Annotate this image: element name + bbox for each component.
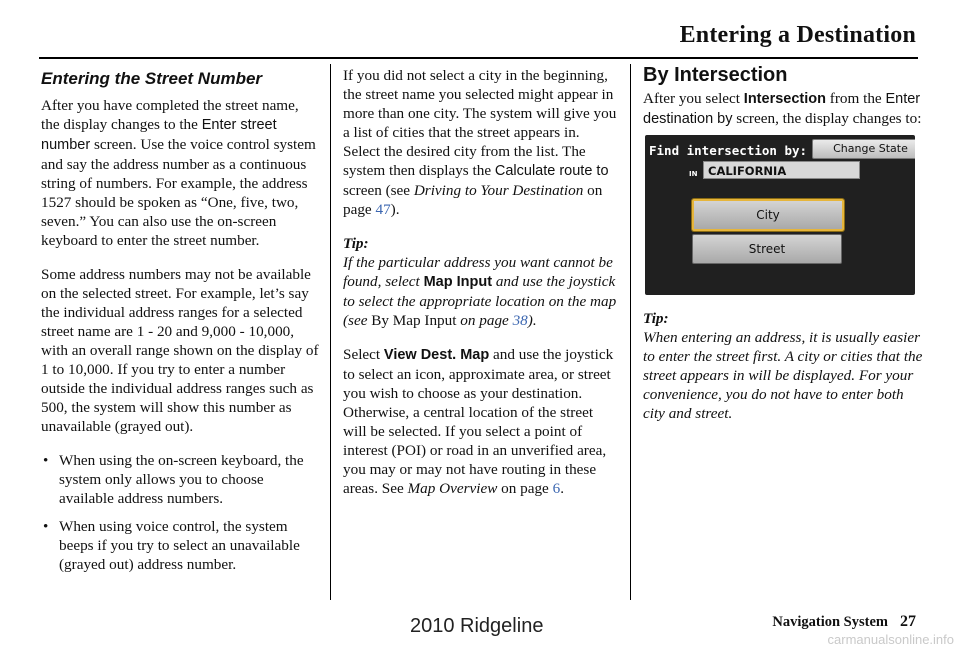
tip-heading: Tip: <box>343 235 369 252</box>
paragraph-view-dest-map <box>343 345 617 498</box>
reference-title: Map Overview <box>407 480 498 497</box>
text: If the particular address you want cannot be found, select <box>343 254 613 290</box>
tip-map-input <box>343 253 617 330</box>
text: ). <box>390 201 400 218</box>
bullet-icon: • <box>43 518 49 535</box>
column-city-selection <box>343 66 617 513</box>
column-divider-right <box>630 64 631 600</box>
in-label: IN <box>689 170 698 178</box>
text: screen. Use the voice control system and say the address number as a continuous string of numbers. For example, the address 1527 should be spoken as “One, five, two, seven.” You can also use the on-screen keyboard to enter the street number. <box>41 136 316 249</box>
page-link-47[interactable]: 47 <box>375 201 391 218</box>
ui-label-enter-street-number: Enter street number <box>41 117 277 153</box>
text: If you did not select a city in the beginning, the street name you selected might appear in more than one city. The system will give you a list of cities that the street appears in. Select the desired city from the list. The system then displays the <box>343 67 617 179</box>
paragraph-address-ranges: Some address numbers may not be available on the selected street. For example, let’s say the individual address ranges for a selected street name are 1 - 20 and 9,000 - 10,000, with an overall range shown on the display of 1 to 10,000. If you try to enter a number outside the individual address ranges such as 500, the system will show this number as unavailable (grayed out). <box>41 266 319 435</box>
text: on page <box>343 182 603 218</box>
reference-title: Driving to Your Destination <box>413 182 584 199</box>
tip-intersection <box>643 328 923 423</box>
paragraph-intersection-intro <box>643 89 923 129</box>
page-number: 27 <box>900 613 916 630</box>
text: on page <box>456 312 513 329</box>
column-divider-left <box>330 64 331 600</box>
state-field: CALIFORNIA <box>703 161 860 179</box>
city-button[interactable]: City <box>692 199 844 231</box>
text: and use the joystick to select an icon, approximate area, or street you wish to choose as your destination. Otherwise, a central location of the street will be selected. If you select a point of interest (POI) or road in an unverified area, you may or may not have routing in these areas. See <box>343 346 614 497</box>
change-state-button[interactable]: Change State <box>812 139 915 159</box>
text: screen (see <box>343 182 414 199</box>
page-title: Entering a Destination <box>679 22 916 48</box>
list-item-text: When using the on-screen keyboard, the system only allows you to choose available address numbers. <box>59 452 304 507</box>
text: and use the joystick to select the appropriate location on the map (see <box>343 273 617 329</box>
ui-label-intersection: Intersection <box>743 91 826 107</box>
ui-label-view-dest-map: View Dest. Map <box>383 347 490 363</box>
ui-label-enter-destination-by: Enter destination by <box>643 91 921 127</box>
column-by-intersection <box>643 66 923 438</box>
column-street-number <box>41 66 319 583</box>
tip-heading: Tip: <box>643 310 669 327</box>
page-link-6[interactable]: 6 <box>552 480 561 497</box>
reference-title: By Map Input <box>371 312 457 329</box>
text: on page <box>497 480 553 497</box>
text: screen, the display changes to: <box>732 110 922 127</box>
text: Select <box>343 346 384 363</box>
list-item <box>41 451 319 508</box>
title-rule <box>39 57 918 59</box>
footer-section-name: Navigation System <box>772 614 888 630</box>
paragraph-city-selection <box>343 66 617 219</box>
text: from the <box>825 90 886 107</box>
list-item <box>41 517 319 574</box>
page-link-38[interactable]: 38 <box>512 312 528 329</box>
text: After you have completed the street name, the display changes to the <box>41 97 299 133</box>
watermark-url: carmanualsonline.info <box>827 632 954 647</box>
ui-label-calculate-route: Calculate route to <box>494 163 609 179</box>
text: After you select <box>643 90 744 107</box>
screen-title: Find intersection by: <box>649 143 808 158</box>
paragraph-street-number-intro <box>41 96 319 250</box>
list-item-text: When using voice control, the system beeps if you try to select an unavailable (grayed out) address number. <box>59 518 300 573</box>
section-heading-by-intersection: By Intersection <box>643 64 788 86</box>
street-button[interactable]: Street <box>692 234 842 264</box>
watermark-model: 2010 Ridgeline <box>410 615 544 637</box>
section-heading-street-number: Entering the Street Number <box>41 69 263 88</box>
bullet-list <box>41 451 319 574</box>
text: ). <box>527 312 537 329</box>
bullet-icon: • <box>43 452 49 469</box>
ui-label-map-input: Map Input <box>423 274 493 290</box>
text: . <box>560 480 564 497</box>
navigation-screen-find-intersection <box>645 135 915 295</box>
tip-text: When entering an address, it is usually easier to enter the street first. A city or cities that the street appears in will be displayed. For your convenience, you do not have to enter both city and street. <box>643 329 923 422</box>
